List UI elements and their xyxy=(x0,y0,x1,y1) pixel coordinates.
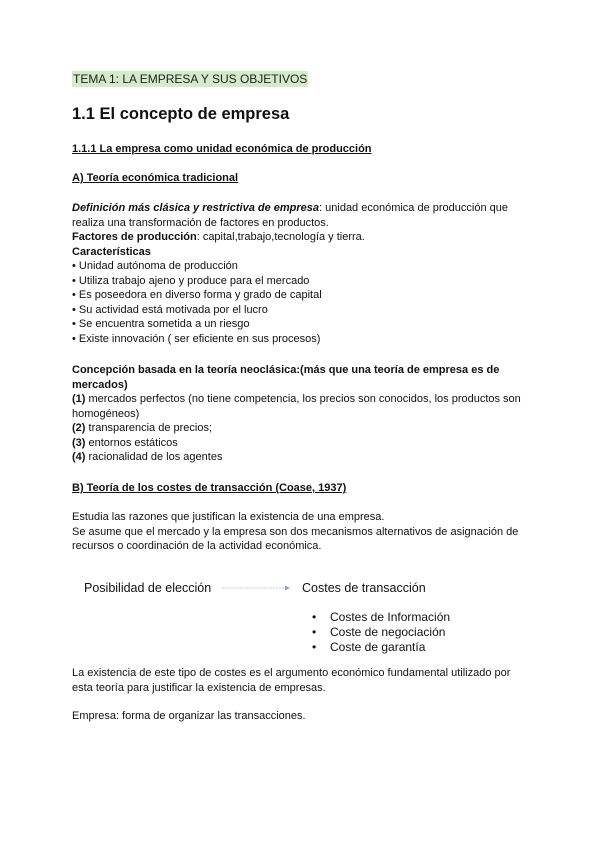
item-text: mercados perfectos (no tiene competencia, los precios son conocidos, los productos son homogéneos) xyxy=(72,393,521,420)
paragraph: La existencia de este tipo de costes es el argumento económico fundamental utilizado por esta teoría para justificar la existencia de empresas. xyxy=(72,667,511,694)
factores-label: Factores de producción xyxy=(72,231,197,243)
item-number: (2) xyxy=(72,422,86,434)
empresa-definition xyxy=(72,709,532,724)
arrow-icon xyxy=(222,583,292,593)
item-number: (3) xyxy=(72,436,86,449)
definition-paragraph xyxy=(72,201,532,230)
numbered-item xyxy=(72,421,532,436)
caracteristicas-list xyxy=(72,259,532,346)
item-number: (4) xyxy=(72,451,86,463)
list-item: • Costes de Información xyxy=(312,610,450,625)
item-number: (1) xyxy=(72,393,86,405)
factores-paragraph xyxy=(72,230,532,245)
paragraph: Empresa: forma de organizar las transacciones. xyxy=(72,710,306,722)
subsection-heading: 1.1.1 La empresa como unidad económica de producción xyxy=(72,143,372,155)
section-b-intro xyxy=(72,510,532,554)
item-text: racionalidad de los agentes xyxy=(85,451,223,463)
numbered-item xyxy=(72,392,532,421)
list-item: • Coste de garantía xyxy=(312,640,450,655)
diagram-right-label: Costes de transacción xyxy=(302,581,426,595)
paragraph: Estudia las razones que justifican la existencia de una empresa. xyxy=(72,511,385,523)
list-item: • Coste de negociación xyxy=(312,625,450,640)
section-heading: 1.1 El concepto de empresa xyxy=(72,105,290,123)
list-item: • Su actividad está motivada por el lucro xyxy=(72,303,268,316)
caracteristicas-label: Características xyxy=(72,245,151,258)
section-a-body xyxy=(72,201,532,346)
list-item: • Utiliza trabajo ajeno y produce para el mercado xyxy=(72,274,310,287)
list-item: • Existe innovación ( ser eficiente en sus procesos) xyxy=(72,332,321,345)
list-item: • Se encuentra sometida a un riesgo xyxy=(72,318,250,330)
tema-title: TEMA 1: LA EMPRESA Y SUS OBJETIVOS xyxy=(73,72,308,86)
numbered-item xyxy=(72,436,532,451)
paragraph: Se asume que el mercado y la empresa son dos mecanismos alternativos de asignación de recursos o coordinación de la actividad económica. xyxy=(72,525,519,552)
numbered-item xyxy=(72,450,532,465)
definition-term: Definición más clásica y restrictiva de empresa xyxy=(72,202,320,214)
list-item: • Unidad autónoma de producción xyxy=(72,260,238,272)
section-b-conclusion xyxy=(72,666,532,695)
section-b-title: B) Teoría de los costes de transacción (Coase, 1937) xyxy=(72,482,347,494)
factores-text: : capital,trabajo,tecnología y tierra. xyxy=(196,231,365,243)
list-item: • Es poseedora en diverso forma y grado de capital xyxy=(72,289,322,301)
diagram-left-label: Posibilidad de elección xyxy=(84,581,212,595)
diagram-cost-list xyxy=(312,610,450,655)
concepcion-heading: Concepción basada en la teoría neoclásica:(más que una teoría de empresa es de mercados) xyxy=(72,364,500,391)
item-text: entornos estáticos xyxy=(85,436,178,449)
definition-text: : unidad económica de producción que realiza una transformación de factores en productos. xyxy=(72,202,508,229)
item-text: transparencia de precios; xyxy=(85,422,213,434)
concepcion-block xyxy=(72,363,532,465)
section-a-title: A) Teoría económica tradicional xyxy=(72,172,239,184)
